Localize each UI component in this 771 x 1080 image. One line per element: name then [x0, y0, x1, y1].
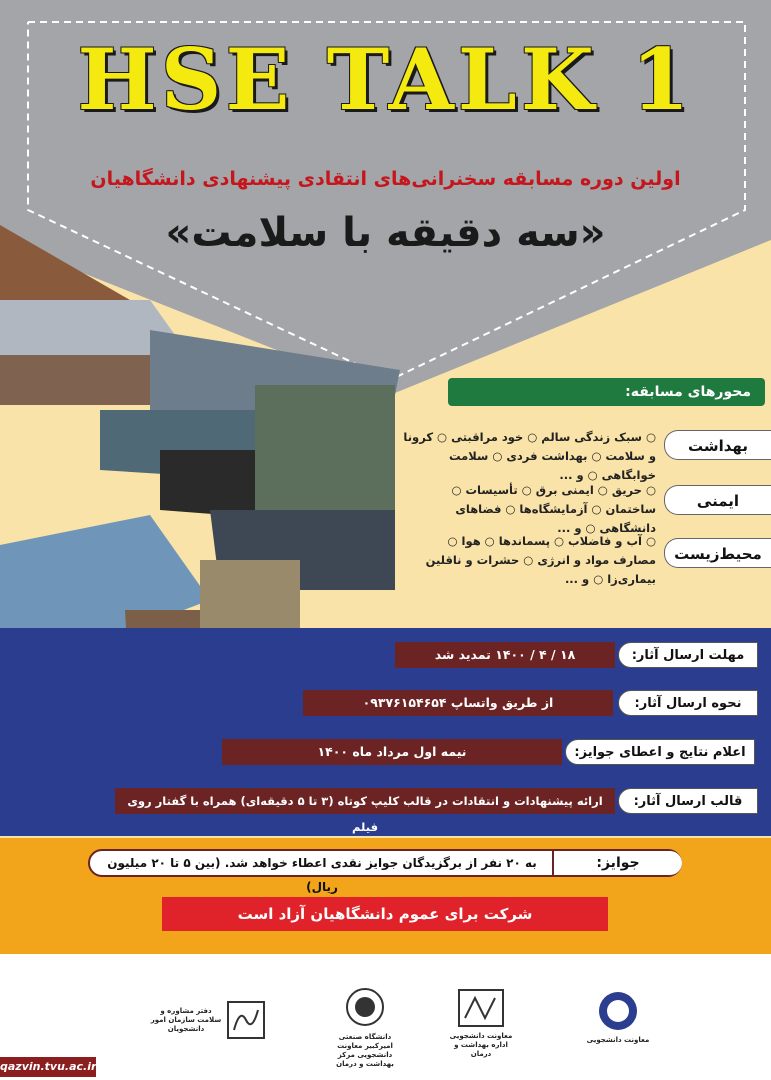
photo-campus	[0, 355, 150, 405]
logo-amirkabir-caption: دانشگاه صنعتی امیرکبیر معاونت دانشجویی مرکز بهداشت و درمان	[336, 1033, 394, 1068]
logo-health-office	[445, 988, 517, 1059]
health-office-emblem-icon	[445, 988, 517, 1028]
website-link[interactable]: qazvin.tvu.ac.ir	[0, 1057, 96, 1077]
topic-text-health: ○ سبک زندگی سالم ○ خود مراقبتی ○ کرونا و سلامت ○ بهداشت فردی ○ سلامت خوابگاهی ○ و ...	[403, 430, 656, 482]
prize-label: جوایز:	[552, 851, 682, 875]
topic-label-safety: ایمنی	[664, 485, 771, 515]
deadline-value: ۱۸ / ۴ / ۱۴۰۰ تمدید شد	[395, 642, 615, 668]
event-subtitle: اولین دوره مسابقه سخنرانی‌های انتقادی پیشنهادی دانشگاهیان	[90, 168, 681, 190]
topic-label-environment: محیط‌زیست	[664, 538, 771, 568]
logo-university	[578, 990, 658, 1045]
topic-text-environment: ○ آب و فاضلاب ○ پسماندها ○ هوا ○ مصارف مواد و انرژی ○ حشرات و ناقلین بیماری‌زا ○ و ...	[425, 534, 656, 586]
logo-student-affairs	[150, 1000, 270, 1040]
topic-label-health: بهداشت	[664, 430, 771, 460]
amirkabir-emblem-icon	[325, 985, 405, 1029]
prize-text: به ۲۰ نفر از برگزیدگان جوایز نقدی اعطاء خواهد شد. (بین ۵ تا ۲۰ میلیون ریال)	[107, 856, 537, 894]
photo-workshop	[255, 385, 395, 510]
event-tagline: «سه دقیقه با سلامت»	[165, 210, 606, 256]
logo-university-caption: معاونت دانشجویی	[586, 1036, 650, 1044]
format-label: قالب ارسال آثار:	[618, 788, 758, 814]
deadline-label: مهلت ارسال آثار:	[618, 642, 758, 668]
topic-text-safety: ○ حریق ○ ایمنی برق ○ تأسیسات ○ ساختمان ○ آزمایشگاه‌ها ○ فضاهای دانشگاهی ○ و ...	[451, 483, 656, 535]
logo-health-office-caption: معاونت دانشجویی اداره بهداشت و درمان	[449, 1032, 513, 1058]
results-value: نیمه اول مرداد ماه ۱۴۰۰	[222, 739, 562, 765]
method-label: نحوه ارسال آثار:	[618, 690, 758, 716]
participation-banner: شرکت برای عموم دانشگاهیان آزاد است	[162, 897, 608, 931]
event-title: HSE TALK 1	[77, 30, 694, 129]
logo-student-affairs-caption: دفتر مشاوره و سلامت سازمان امور دانشجویان	[150, 1006, 222, 1033]
method-value: از طریق واتساپ ۰۹۳۷۶۱۵۴۶۵۴	[303, 690, 613, 716]
format-value: ارائه پیشنهادات و انتقادات در قالب کلیپ کوتاه (۳ تا ۵ دقیقه‌ای) همراه با گفتار روی فیلم	[115, 788, 615, 814]
logo-amirkabir	[325, 985, 405, 1069]
topics-header: محورهای مسابقه:	[448, 378, 765, 406]
calligraphy-logo-icon	[226, 1000, 266, 1040]
results-label: اعلام نتایج و اعطای جوایز:	[565, 739, 755, 765]
university-emblem-icon	[578, 990, 658, 1032]
